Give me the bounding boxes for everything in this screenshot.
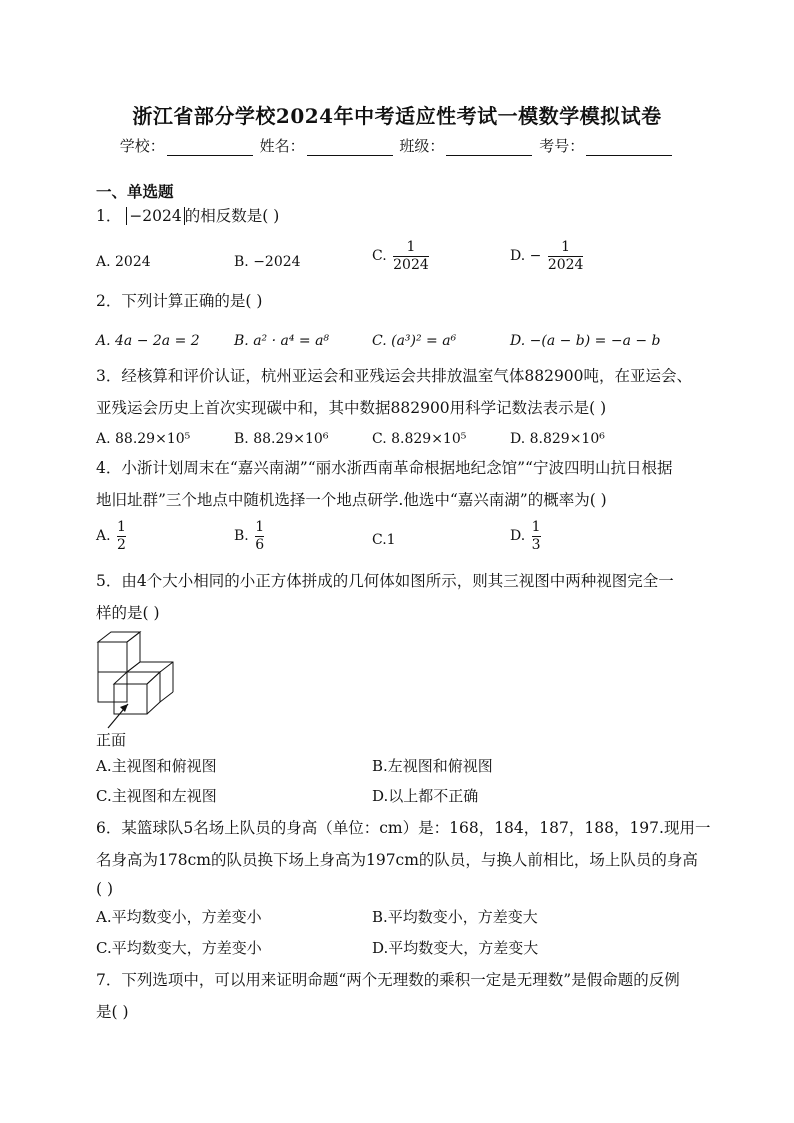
q7-line-2: 是( ) <box>96 1003 129 1021</box>
q3-line-2: 亚残运会历史上首次实现碳中和，其中数据882900用科学记数法表示是( ) <box>96 399 607 417</box>
cube-front-front <box>114 684 147 714</box>
q1-option-b: B. −2024 <box>234 254 301 270</box>
cube-side-front <box>147 672 160 714</box>
name-label: 姓名： <box>259 137 305 155</box>
q4-b-fraction <box>255 520 264 552</box>
name-blank <box>307 141 393 156</box>
q2-option-d: D. −(a − b) = −a − b <box>510 333 661 349</box>
q2-option-c: C. (a³)² = a⁶ <box>372 333 457 349</box>
q5-option-d: D.以上都不正确 <box>372 787 479 805</box>
arrow-head-icon <box>120 704 128 712</box>
cube-back-right <box>140 662 173 692</box>
question-2: 2．下列计算正确的是( ) <box>96 292 263 310</box>
q1-option-d <box>510 240 585 272</box>
figure-label: 正面 <box>96 731 127 749</box>
exam-no-blank <box>586 141 672 156</box>
q1-c-fraction <box>393 240 429 272</box>
q1-c-num: 1 <box>406 239 416 255</box>
q3-line-1: 3．经核算和评价认证，杭州亚运会和亚残运会共排放温室气体882900吨，在亚运会、 <box>96 367 693 385</box>
q4-d-den: 3 <box>531 536 541 553</box>
q4-line-2: 地旧址群”三个地点中随机选择一个地点研学.他选中“嘉兴南湖”的概率为( ) <box>96 491 607 509</box>
q6-option-a: A.平均数变小，方差变小 <box>96 908 262 926</box>
q4-option-c: C.1 <box>372 532 396 548</box>
q4-b-num: 1 <box>255 519 265 535</box>
q4-a-prefix: A. <box>96 528 111 545</box>
q1-text: 的相反数是( ) <box>184 207 280 225</box>
q5-option-a: A.主视图和俯视图 <box>96 757 217 775</box>
q5-line-1: 5．由4个大小相同的小正方体拼成的几何体如图所示，则其三视图中两种视图完全一 <box>96 572 674 590</box>
q1-d-den: 2024 <box>547 256 584 273</box>
q1-c-prefix: C. <box>372 248 387 265</box>
q4-option-b <box>234 520 266 552</box>
q4-d-prefix: D. <box>510 528 526 545</box>
q5-option-b: B.左视图和俯视图 <box>372 757 493 775</box>
q4-option-a <box>96 520 128 552</box>
q1-number: 1． <box>96 207 122 225</box>
q4-d-fraction <box>532 520 541 552</box>
q6-line-2: 名身高为178cm的队员换下场上身高为197cm的队员，与换人前相比，场上队员的身高 <box>96 851 698 869</box>
q4-b-den: 6 <box>255 536 265 553</box>
q3-option-d: D. 8.829×10⁶ <box>510 431 605 447</box>
q1-d-fraction <box>548 240 584 272</box>
q4-b-prefix: B. <box>234 528 249 545</box>
q4-a-num: 1 <box>117 519 126 535</box>
q3-option-a: A. 88.29×10⁵ <box>96 431 191 447</box>
q4-option-d <box>510 520 543 552</box>
q1-abs-value: −2024 <box>126 207 184 225</box>
q6-line-3: ( ) <box>96 880 114 898</box>
q3-option-b: B. 88.29×10⁶ <box>234 431 329 447</box>
q4-d-num: 1 <box>531 519 541 535</box>
cube-side-upper <box>127 632 140 672</box>
school-blank <box>167 141 253 156</box>
cube-figure <box>94 628 184 733</box>
q1-d-prefix: D. − <box>510 248 542 265</box>
exam-no-label: 考号： <box>539 137 585 155</box>
q2-option-b: B. a² · a⁴ = a⁸ <box>234 333 330 349</box>
class-label: 班级： <box>399 137 445 155</box>
q7-line-1: 7．下列选项中，可以用来证明命题“两个无理数的乘积一定是无理数”是假命题的反例 <box>96 971 680 989</box>
q6-option-c: C.平均数变大，方差变小 <box>96 939 262 957</box>
q6-line-1: 6．某篮球队5名场上队员的身高（单位：cm）是：168，184，187，188，197.现用一 <box>96 819 711 837</box>
q4-line-1: 4．小浙计划周末在“嘉兴南湖”“丽水浙西南革命根据地纪念馆”“宁波四明山抗日根据 <box>96 459 673 477</box>
section-title: 一、单选题 <box>96 182 174 201</box>
student-info-line <box>0 135 794 156</box>
q1-d-num: 1 <box>561 239 571 255</box>
school-label: 学校： <box>119 137 165 155</box>
q6-option-d: D.平均数变大，方差变大 <box>372 939 539 957</box>
exam-title: 浙江省部分学校2024年中考适应性考试一模数学模拟试卷 <box>132 104 662 128</box>
q5-line-2: 样的是( ) <box>96 604 160 622</box>
class-blank <box>446 141 532 156</box>
question-1 <box>96 200 279 232</box>
q4-a-den: 2 <box>117 536 126 553</box>
q6-option-b: B.平均数变小，方差变大 <box>372 908 538 926</box>
q3-option-c: C. 8.829×10⁵ <box>372 431 467 447</box>
q1-option-c <box>372 240 431 272</box>
q1-option-a: A. 2024 <box>96 254 151 270</box>
q1-c-den: 2024 <box>393 256 429 273</box>
q5-option-c: C.主视图和左视图 <box>96 787 217 805</box>
q4-a-fraction <box>117 520 126 552</box>
cube-front-upper <box>98 642 127 672</box>
q2-option-a: A. 4a − 2a = 2 <box>96 333 200 349</box>
